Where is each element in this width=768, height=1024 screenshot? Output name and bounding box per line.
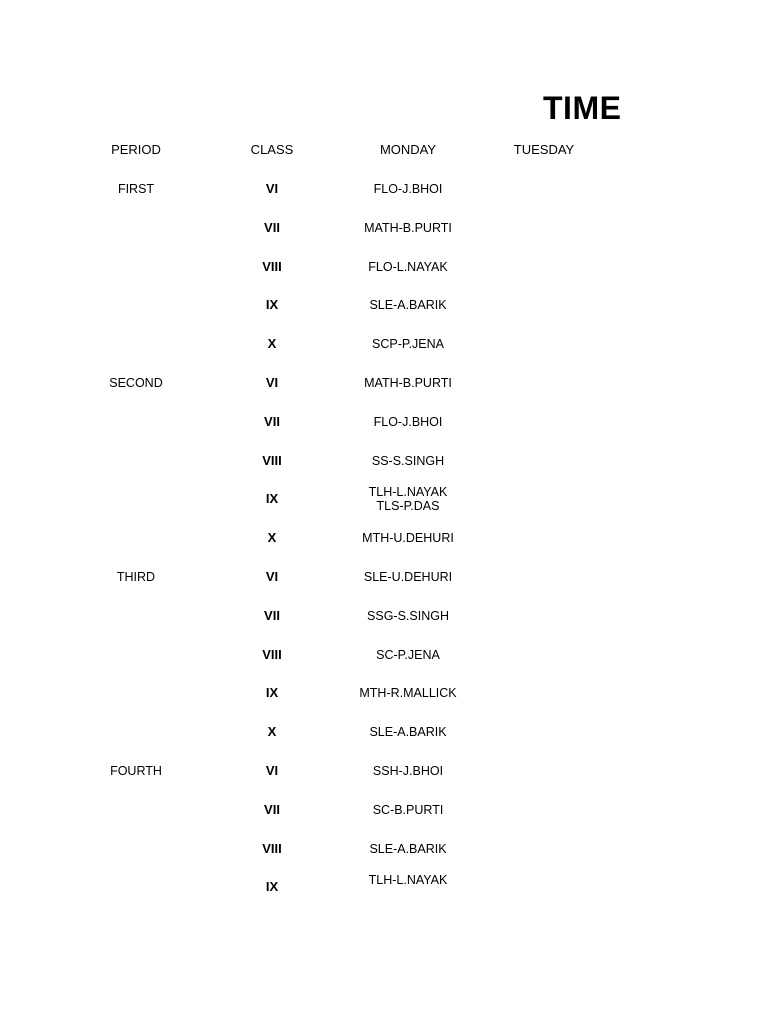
monday-cell <box>369 873 448 887</box>
monday-entry: SLE-A.BARIK <box>369 725 447 740</box>
monday-entry: FLO-J.BHOI <box>373 182 443 196</box>
monday-entry: SC-P.JENA <box>376 647 440 662</box>
monday-entry: SCP-P.JENA <box>371 337 445 352</box>
class-cell: VI <box>265 375 279 390</box>
monday-cell <box>364 221 452 235</box>
monday-entry: TLS-P.DAS <box>376 499 440 514</box>
monday-entry: SLE-A.BARIK <box>369 298 447 313</box>
class-cell: IX <box>265 685 279 701</box>
monday-cell <box>373 803 444 817</box>
class-cell: VII <box>264 219 280 235</box>
monday-entry: FLO-L.NAYAK <box>368 259 448 274</box>
class-cell: VII <box>264 801 280 817</box>
monday-entry: SC-B.PURTI <box>372 802 444 817</box>
monday-cell <box>369 725 446 739</box>
class-cell: X <box>267 724 277 740</box>
monday-cell <box>362 531 454 545</box>
monday-cell <box>374 182 443 196</box>
class-cell: IX <box>265 491 279 507</box>
monday-entry: SLE-U.DEHURI <box>363 570 453 584</box>
class-cell: VII <box>264 413 280 429</box>
class-cell: VIII <box>262 258 282 274</box>
class-cell: IX <box>265 879 279 895</box>
monday-entry: FLO-J.BHOI <box>373 414 443 429</box>
monday-entry: MATH-B.PURTI <box>364 376 452 390</box>
monday-entry: SSG-S.SINGH <box>367 608 449 623</box>
class-cell: VI <box>265 181 279 196</box>
monday-cell <box>372 337 444 351</box>
class-cell: VIII <box>262 452 282 468</box>
monday-cell <box>369 842 446 856</box>
monday-cell <box>367 609 449 623</box>
monday-cell <box>359 686 456 700</box>
monday-entry: TLH-L.NAYAK <box>368 485 448 500</box>
monday-cell <box>373 764 443 778</box>
monday-entry: SLE-A.BARIK <box>369 841 447 856</box>
monday-entry: SSH-J.BHOI <box>372 764 444 778</box>
period-cell: THIRD <box>116 570 156 584</box>
monday-cell <box>364 376 452 390</box>
period-cell: SECOND <box>109 376 163 390</box>
monday-cell <box>374 415 443 429</box>
class-cell: X <box>267 336 277 352</box>
header-tuesday: TUESDAY <box>513 142 575 157</box>
monday-entry: SS-S.SINGH <box>371 453 445 468</box>
monday-entry: MATH-B.PURTI <box>364 220 452 235</box>
period-cell: FOURTH <box>110 764 162 778</box>
header-monday: MONDAY <box>379 142 437 157</box>
monday-cell <box>369 485 448 513</box>
class-cell: IX <box>265 297 279 313</box>
monday-cell <box>376 648 440 662</box>
monday-cell <box>364 570 452 584</box>
class-cell: VIII <box>262 840 282 856</box>
period-cell: FIRST <box>117 182 155 196</box>
monday-cell <box>368 260 447 274</box>
class-cell: VI <box>265 569 279 584</box>
header-period: PERIOD <box>111 142 161 157</box>
header-class: CLASS <box>250 142 294 157</box>
class-cell: X <box>267 530 277 546</box>
timetable-title: TIME <box>543 90 622 126</box>
class-cell: VIII <box>262 646 282 662</box>
class-cell: VII <box>264 607 280 623</box>
monday-entry: MTH-R.MALLICK <box>359 686 457 701</box>
monday-entry: MTH-U.DEHURI <box>362 531 454 546</box>
monday-cell <box>369 298 446 312</box>
monday-cell <box>372 454 444 468</box>
class-cell: VI <box>265 763 279 778</box>
monday-entry: TLH-L.NAYAK <box>368 873 448 888</box>
